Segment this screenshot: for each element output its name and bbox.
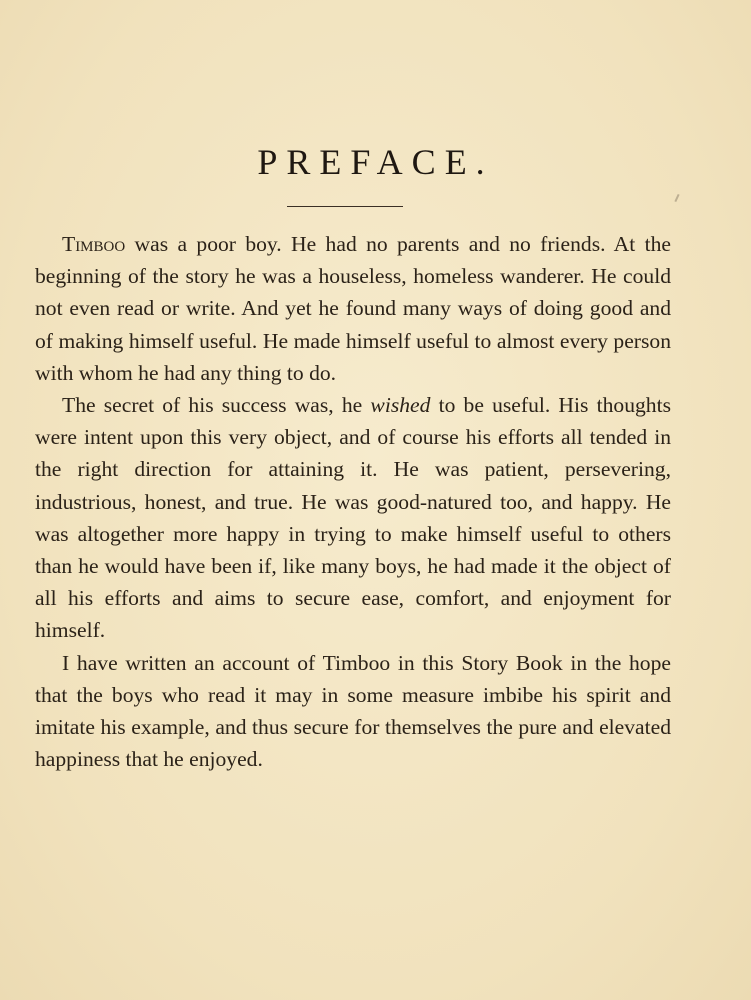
preface-body xyxy=(35,228,671,775)
paragraph-3-text: I have written an account of Timboo in this Story Book in the hope that the boys who read it may in some measure imbibe his spirit and imitate his example, and thus secure for themselves the pure and elevated happiness that he enjoyed. xyxy=(35,650,671,772)
paragraph-2 xyxy=(35,389,671,647)
paragraph-2-text-start: The secret of his success was, he xyxy=(62,393,371,418)
paragraph-2-text-end: to be useful. His thoughts were intent upon this very object, and of course his efforts all tended in the right direction for attaining it. He was patient, persevering, industrious, honest, and true. He was good-natured too, and happy. He was altogether more happy in trying to make himself useful to others than he would have been if, like many boys, he had made it the object of all his efforts and aims to secure ease, comfort, and enjoyment for himself. xyxy=(35,393,671,643)
title-divider xyxy=(287,206,403,207)
paper-speck xyxy=(674,194,679,202)
paragraph-2-italic: wished xyxy=(370,393,431,418)
paragraph-1-text: was a poor boy. He had no parents and no friends. At the beginning of the story he was a houseless, homeless wanderer. He could not even read or write. And yet he found many ways of doing good and of making himself useful. He made himself useful to almost every person with whom he had any thing to do. xyxy=(35,232,671,385)
paragraph-1-lead: Timboo xyxy=(62,232,126,256)
page-title: PREFACE. xyxy=(257,142,494,182)
paragraph-3 xyxy=(35,647,671,776)
paragraph-1 xyxy=(35,228,671,389)
